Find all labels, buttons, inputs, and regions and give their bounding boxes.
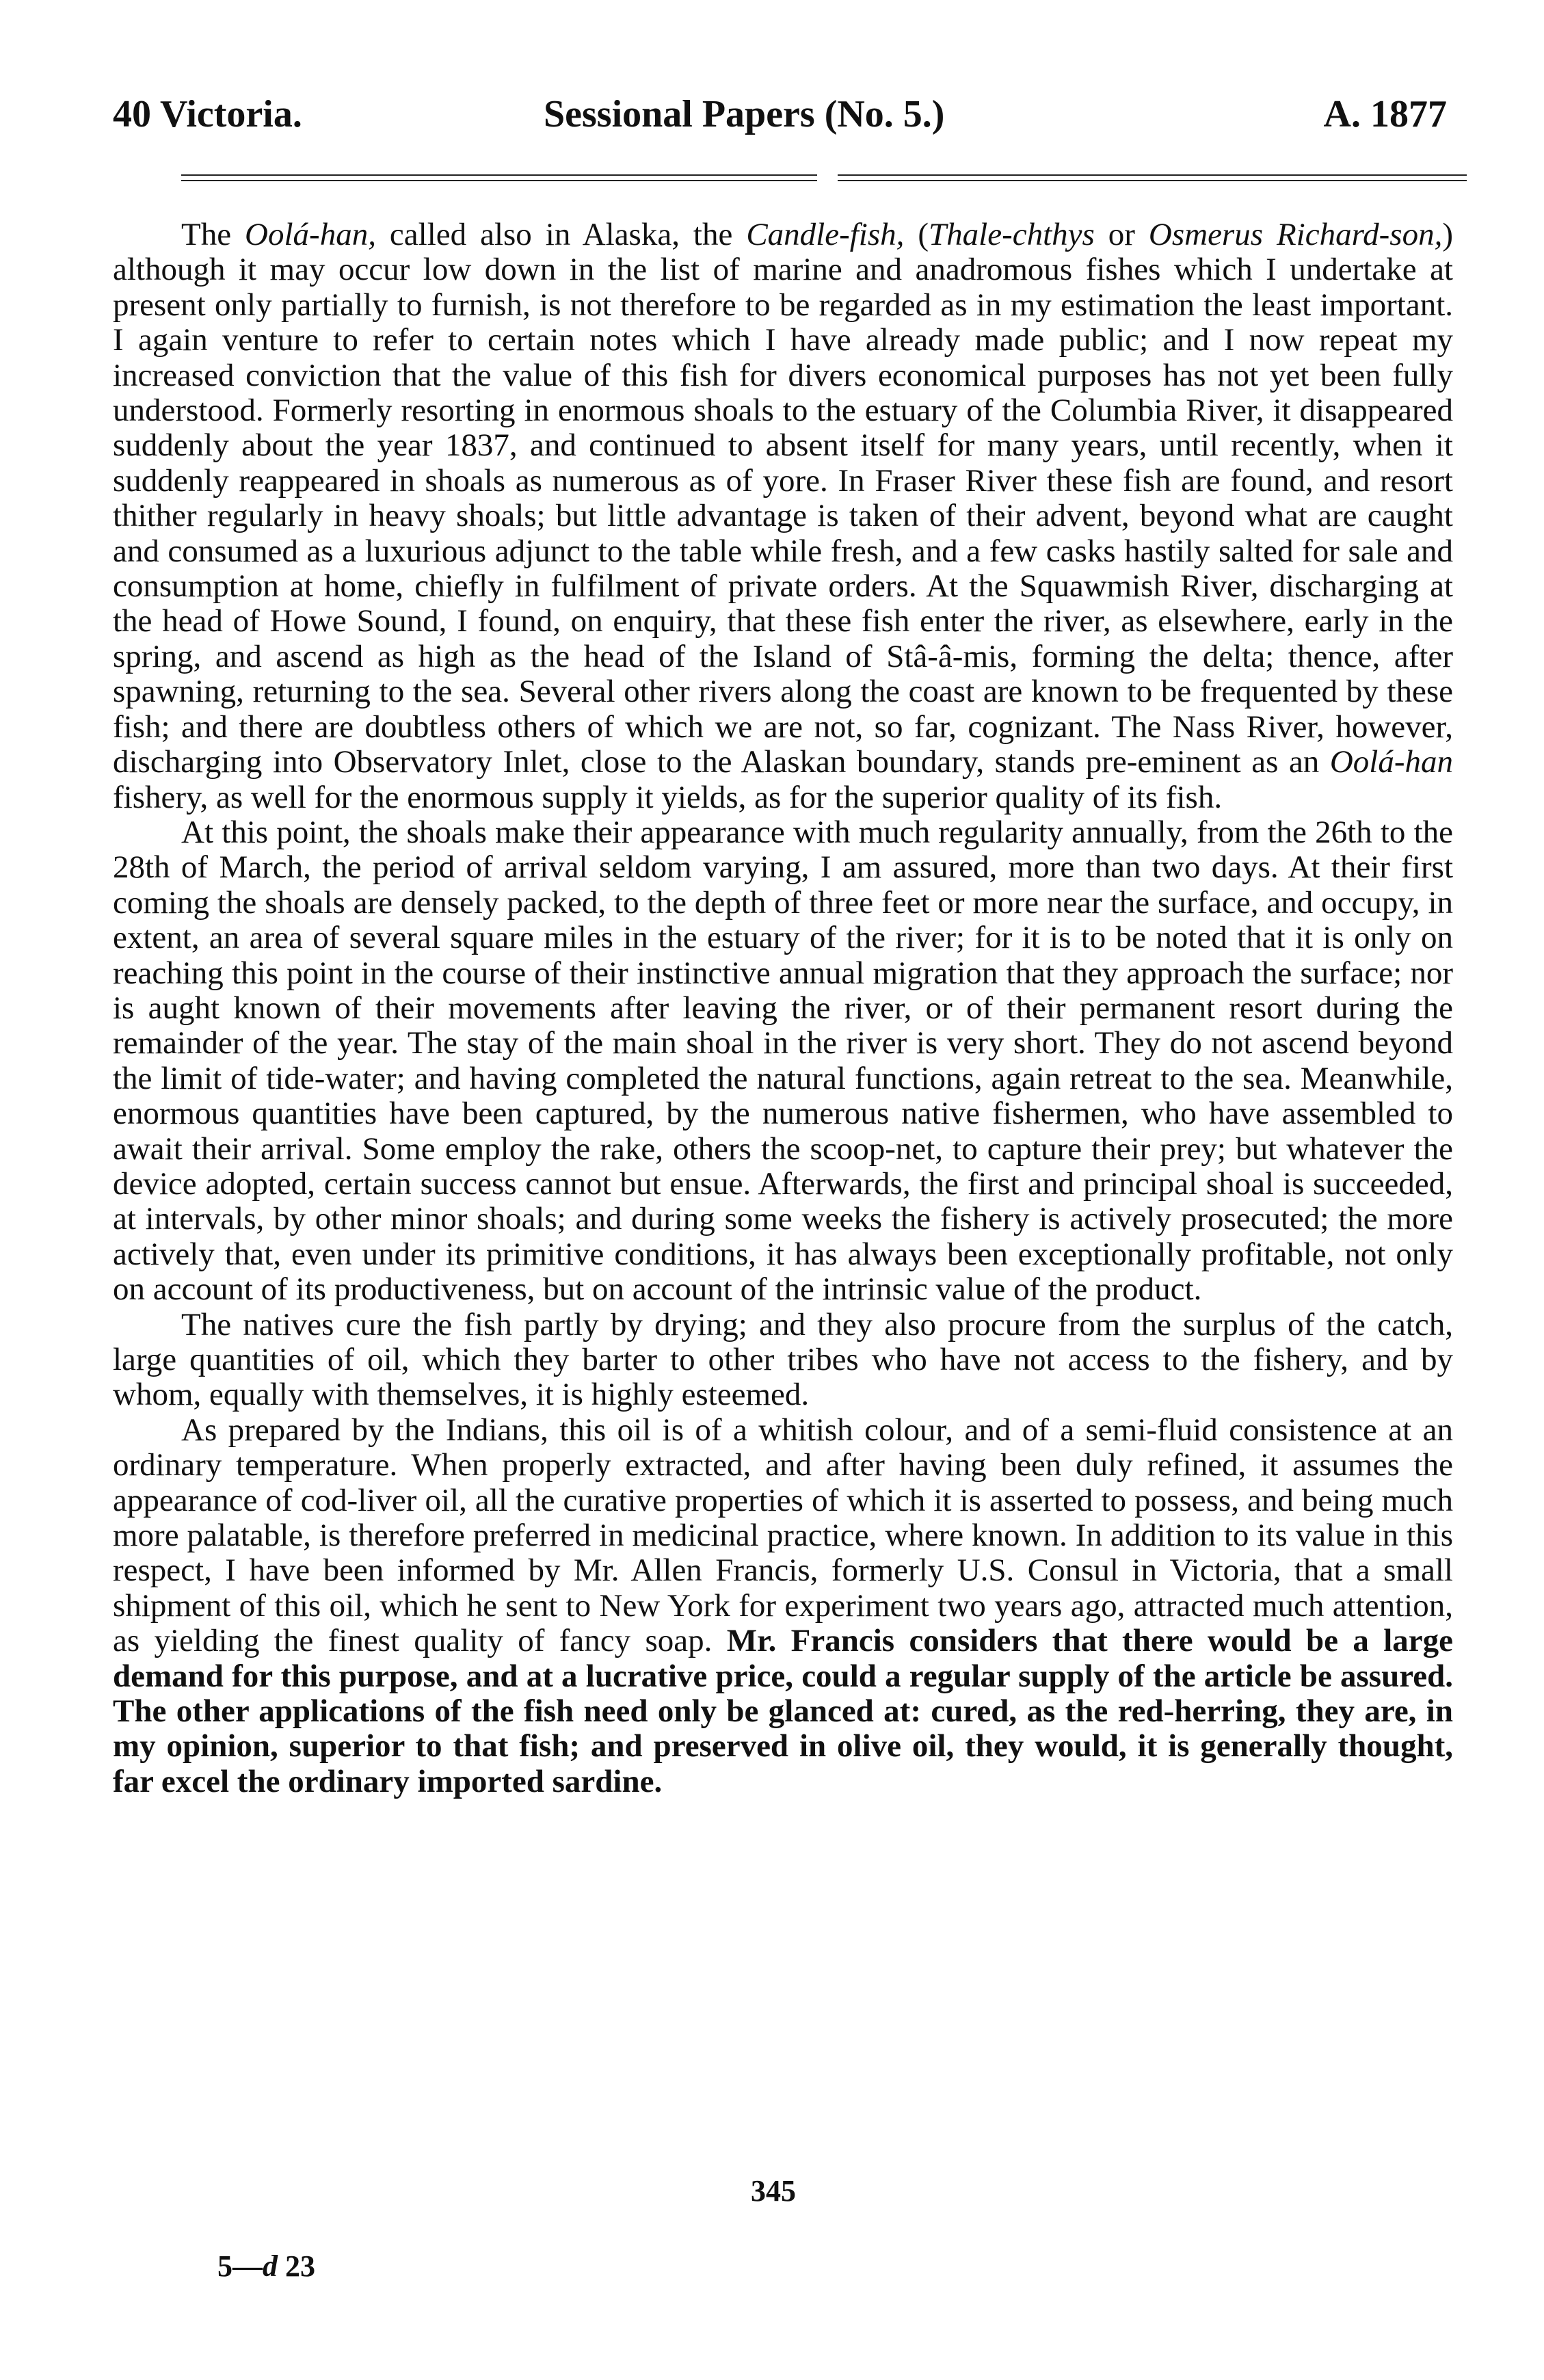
header-rule-left-top [181,174,817,176]
running-header [113,90,1447,138]
body-paragraph [113,217,1453,815]
italic-term: Osmerus Richard-son, [1148,217,1443,252]
body-paragraph [113,1413,1453,1799]
header-title: Sessional Papers (No. 5.) [544,93,945,135]
signature-letter: d [263,2249,278,2283]
text-run: At this point, the shoals make their appearance with much regularity annually, from the 26th to the 28th of March, the period of arrival seldom varying, I am assured, more than two days. At their first coming the shoals are densely packed, to the depth of three feet or more near the surface, and occupy, in extent, an area of several square miles in the estuary of the river; for it is to be noted that it is only on reaching this point in the course of their instinctive annual migration that they approach the surface; nor is aught known of their movements after leaving the river, or of their permanent resort during the remainder of the year. The stay of the main shoal in the river is very short. They do not ascend beyond the limit of tide-water; and having completed the natural functions, again retreat to the sea. Meanwhile, enormous quantities have been captured, by the numerous native fishermen, who have assembled to await their arrival. Some employ the rake, others the scoop-net, to capture their prey; but whatever the device adopted, certain success cannot but ensue. Afterwards, the first and principal shoal is succeeded, at intervals, by other minor shoals; and during some weeks the fishery is actively prosecuted; the more actively that, even under its primitive conditions, it has always been exceptionally profitable, not only on account of its productiveness, but on account of the intrinsic value of the product. [113,814,1453,1308]
header-rules [181,174,1467,184]
header-year: A. 1877 [1323,93,1447,135]
header-rule-right-bottom [838,180,1467,181]
body-paragraph [113,1308,1453,1413]
italic-term: Thale-chthys [929,217,1095,252]
signature-suffix: 23 [278,2249,315,2283]
signature-prefix: 5— [217,2249,263,2283]
text-run: fishery, as well for the enormous supply it yields, as for the superior quality of its fish. [113,779,1223,815]
text-run: ( [904,217,929,252]
text-run: or [1094,217,1149,252]
header-rule-left-bottom [181,180,817,181]
article-body [113,217,1453,1799]
text-run: As prepared by the Indians, this oil is of a whitish colour, and of a semi-fluid consistence at an ordinary temperature. When properly extracted, and after having been duly refined, it assumes the appearance of cod-liver oil, all the curative properties of which it is asserted to possess, and being much more palatable, is therefore preferred in medicinal practice, where known. In addition to its value in this respect, I have been informed by Mr. Allen Francis, formerly U.S. Consul in Victoria, that a small shipment of this oil, which he sent to New York for experiment two years ago, attracted much attention, as yielding the finest quality of fancy soap. [113,1412,1453,1659]
italic-term: Candle-fish, [746,217,905,252]
header-volume: 40 Victoria. [113,93,302,135]
bold-text-run: Mr. Francis considers that there would be a large demand for this purpose, and at a lucrative price, could a regular supply of the article be assured. The other applications of the fish need only be glanced at: cured, as the red-herring, they are, in my opinion, superior to that fish; and preserved in olive oil, they would, it is generally thought, far excel the ordinary imported sardine. [113,1623,1453,1799]
italic-term: Oolá-han [1329,744,1453,780]
text-run: called also in Alaska, the [375,217,747,252]
header-rule-right-top [838,174,1467,176]
page-number: 345 [751,2174,796,2208]
text-run: ) although it may occur low down in the list of marine and anadromous fishes which I undertake at present only partially to furnish, is not therefore to be regarded as in my estimation the least important. I again venture to refer to certain notes which I have already made public; and I now repeat my increased conviction that the value of this fish for divers economical purposes has not yet been fully understood. Formerly resorting in enormous shoals to the estuary of the Columbia River, it disappeared suddenly about the year 1837, and continued to absent itself for many years, until recently, when it suddenly reappeared in shoals as numerous as of yore. In Fraser River these fish are found, and resort thither regularly in heavy shoals; but little advantage is taken of their advent, beyond what are caught and consumed as a luxurious adjunct to the table while fresh, and a few casks hastily salted for sale and consumption at home, chiefly in fulfilment of private orders. At the Squawmish River, discharging at the head of Howe Sound, I found, on enquiry, that these fish enter the river, as elsewhere, early in the spring, and ascend as high as the head of the Island of Stâ-â-mis, forming the delta; thence, after spawning, returning to the sea. Several other rivers along the coast are known to be frequented by these fish; and there are doubtless others of which we are not, so far, cognizant. The Nass River, however, discharging into Observatory Inlet, close to the Alaskan boundary, stands pre-eminent as an [113,217,1453,780]
italic-term: Oolá-han, [245,217,376,252]
signature-mark [217,2249,315,2284]
text-run: The [181,217,245,252]
text-run: The natives cure the fish partly by drying; and they also procure from the surplus of the catch, large quantities of oil, which they barter to other tribes who have not access to the fishery, and by whom, equally with themselves, it is highly esteemed. [113,1306,1453,1413]
body-paragraph [113,815,1453,1308]
